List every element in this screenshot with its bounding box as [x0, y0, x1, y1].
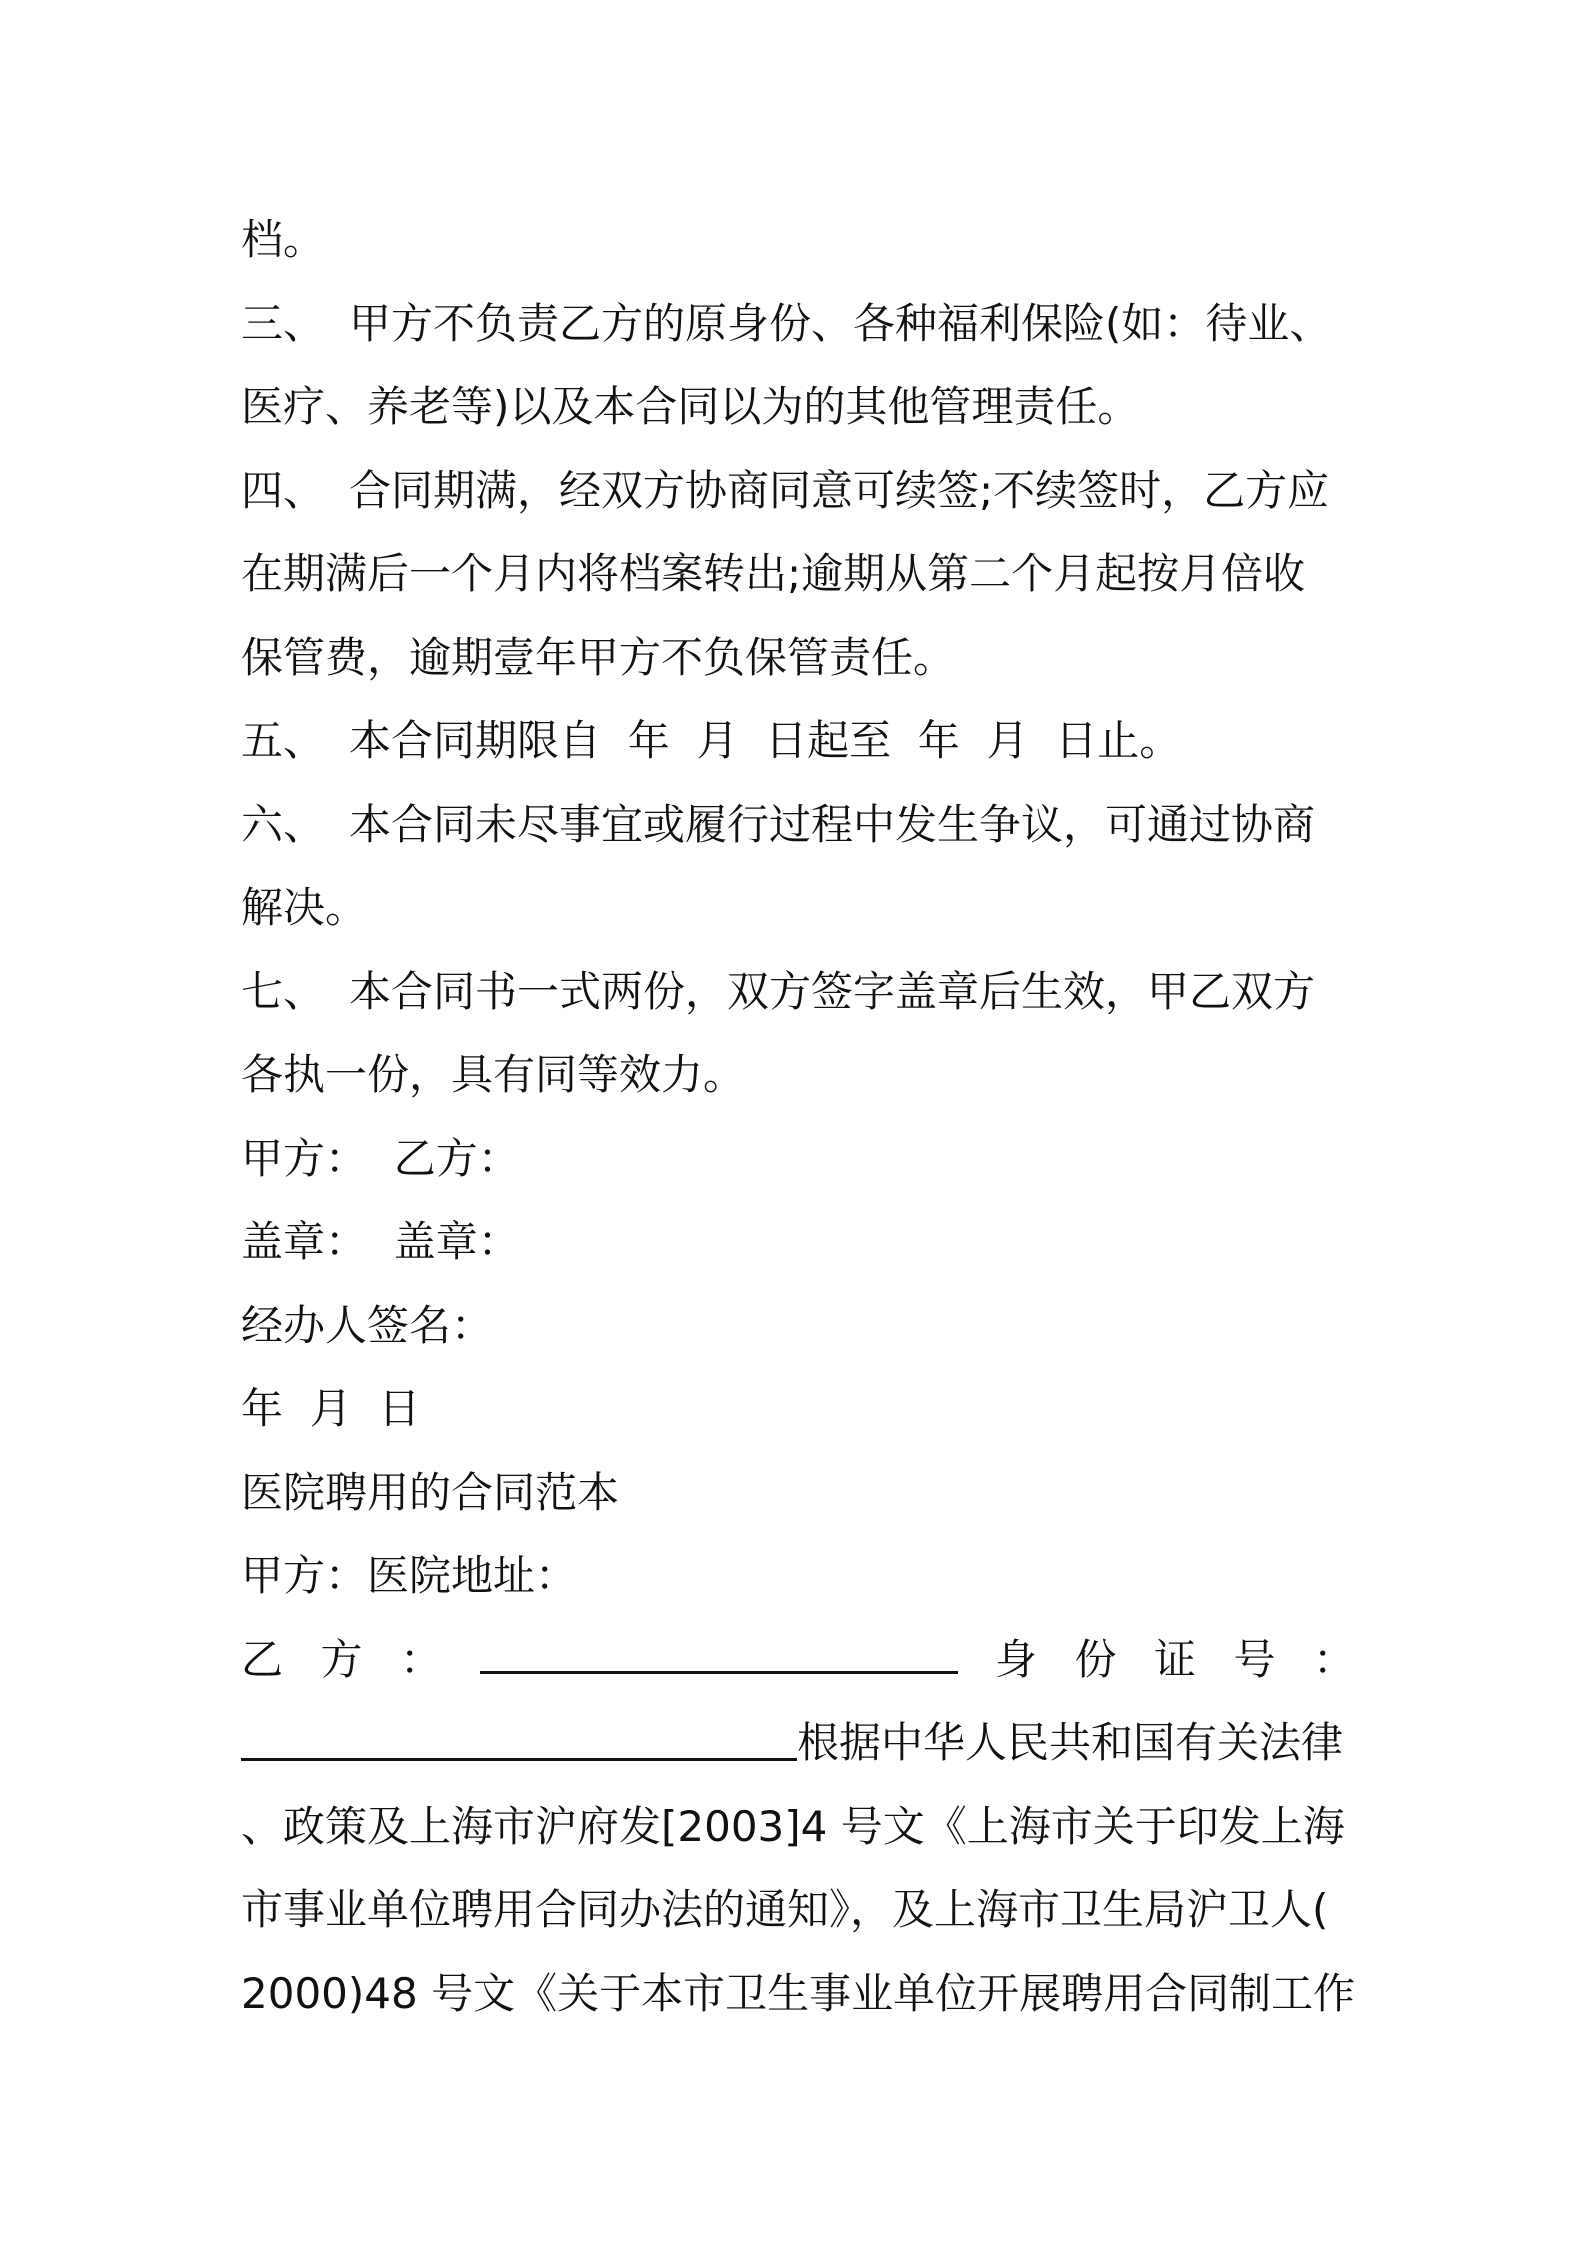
char: 方 [320, 1634, 363, 1684]
clause-text: 合同期满，经双方协商同意可续签;不续签时，乙方应 [349, 465, 1330, 515]
char: 身 [994, 1634, 1037, 1684]
clause-number: 四、 [241, 465, 326, 515]
char: 乙 [241, 1634, 284, 1684]
text-line-22: 2000)48 号文《关于本市卫生事业单位开展聘用合同制工作 [241, 1968, 1355, 2018]
clause-5 [241, 699, 1355, 783]
date-line: 年 月 日 [241, 1384, 421, 1433]
text-line-11: 各执一份，具有同等效力。 [241, 1050, 746, 1099]
text-line-3: 医疗、养老等)以及本合同以为的其他管理责任。 [241, 382, 1140, 431]
clause-text: 甲方不负责乙方的原身份、各种福利保险(如：待业、 [349, 298, 1332, 348]
char: 号 [1233, 1634, 1276, 1684]
clause-7 [241, 950, 1355, 1034]
party-b-name-blank [480, 1641, 958, 1674]
text-line-21: 市事业单位聘用合同办法的通知》，及上海市卫生局沪卫人( [241, 1885, 1329, 1934]
clause-number: 六、 [241, 799, 326, 849]
text-line-1: 档。 [241, 215, 326, 264]
char: ： [1312, 1634, 1355, 1684]
seal-line: 盖章： 盖章： [241, 1217, 520, 1266]
clause-6 [241, 783, 1355, 867]
id-number-blank [241, 1728, 797, 1761]
clause-text: 本合同书一式两份，双方签字盖章后生效，甲乙双方 [349, 966, 1316, 1016]
clause-4 [241, 449, 1355, 533]
clause-number: 五、 [241, 716, 326, 765]
line-text: 根据中华人民共和国有关法律 [797, 1718, 1344, 1767]
char: 份 [1074, 1634, 1117, 1684]
clause-number: 七、 [241, 966, 326, 1016]
clause-3 [241, 282, 1355, 366]
clause-text: 本合同期限自 年 月 日起至 年 月 日止。 [349, 716, 1182, 765]
party-line: 甲方： 乙方： [241, 1133, 520, 1183]
clause-number: 三、 [241, 298, 326, 348]
text-line-20: 、政策及上海市沪府发[2003]4 号文《上海市关于印发上海 [241, 1801, 1345, 1851]
text-line-5: 在期满后一个月内将档案转出;逾期从第二个月起按月倍收 [241, 549, 1306, 598]
char: 证 [1153, 1634, 1196, 1684]
text-line-19 [241, 1701, 1355, 1785]
section-title: 医院聘用的合同范本 [241, 1467, 620, 1517]
text-line-6: 保管费，逾期壹年甲方不负保管责任。 [241, 632, 956, 682]
signature-line: 经办人签名： [241, 1300, 494, 1350]
clause-text: 本合同未尽事宜或履行过程中发生争议，可通过协商 [349, 799, 1316, 849]
char: ： [400, 1634, 443, 1684]
document-body [241, 198, 1355, 2035]
party-b-id-line [241, 1618, 1355, 1702]
party-a-address-line: 甲方：医院地址： [241, 1551, 578, 1600]
text-line-9: 解决。 [241, 883, 368, 932]
